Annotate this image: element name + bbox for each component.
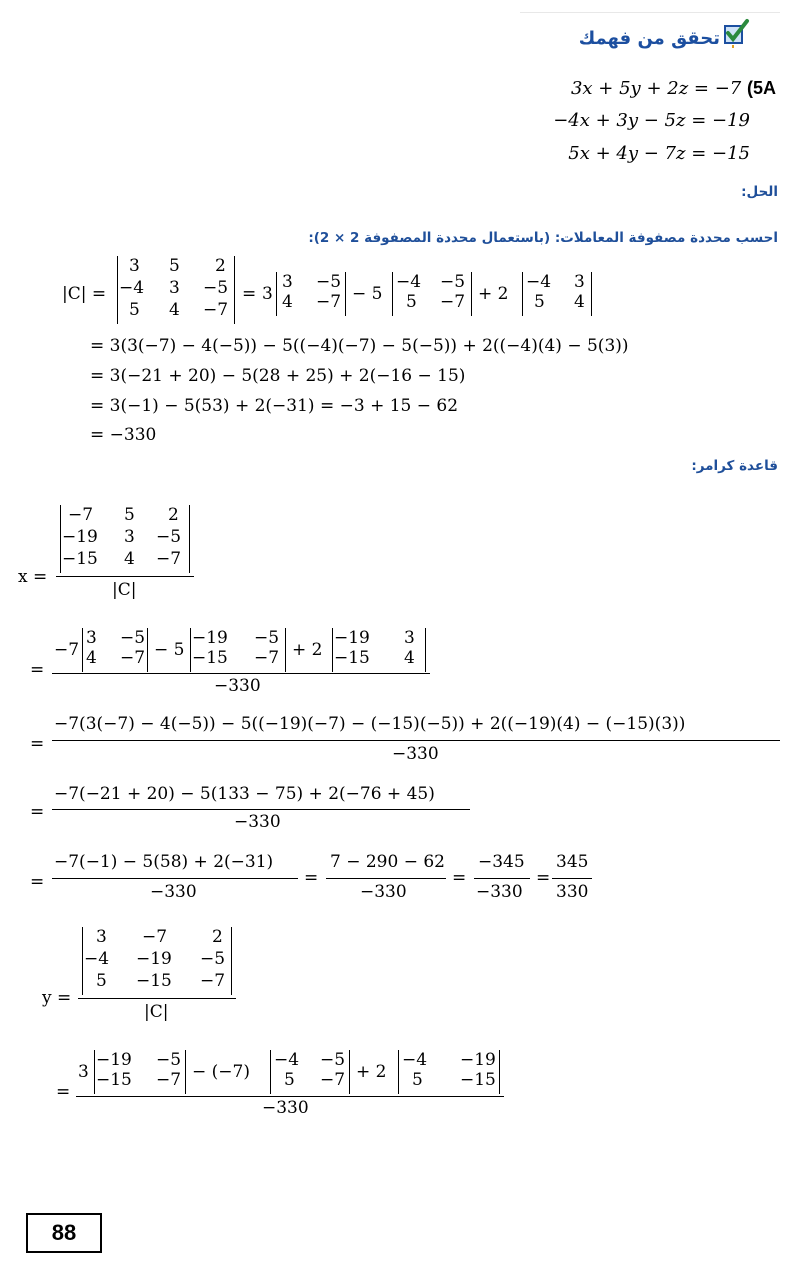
minor-cell: 4: [86, 648, 97, 668]
minor-2: [190, 628, 286, 672]
det-step-1: = 3(3(−7) − 4(−5)) − 5((−4)(−7) − 5(−5)) + 2((−4)(4) − 5(3)): [90, 336, 629, 356]
matrix-cell: 3: [129, 256, 140, 276]
matrix-cell: 2: [168, 505, 179, 525]
x-step3-numerator: −7(−21 + 20) − 5(133 − 75) + 2(−76 + 45): [54, 784, 435, 804]
minor-cell: 4: [282, 292, 293, 312]
minor-cell: −7: [120, 648, 146, 668]
matrix-cell: −19: [62, 527, 98, 547]
matrix-cell: 5: [169, 256, 180, 276]
matrix-cell: 4: [169, 300, 180, 320]
minor-cell: −5: [254, 628, 280, 648]
y-step1-denominator: −330: [262, 1098, 309, 1118]
equals-sign: =: [30, 734, 45, 754]
fraction-bar: [52, 809, 470, 810]
x-step1-numerator: [54, 628, 428, 674]
minor-cell: −5: [320, 1050, 346, 1070]
equals-sign: =: [56, 1082, 71, 1102]
coef-1: 3: [78, 1062, 89, 1082]
matrix-cell: 3: [169, 278, 180, 298]
cramer-heading: قاعدة كرامر:: [691, 458, 778, 474]
minor-cell: −15: [460, 1070, 496, 1090]
x-f4-den: 330: [556, 882, 589, 902]
x-f2-den: −330: [360, 882, 407, 902]
matrix-cell: 3: [96, 927, 107, 947]
y-step1-numerator: [78, 1050, 502, 1096]
y-lhs: y =: [42, 988, 72, 1008]
matrix-cell: −4: [84, 949, 110, 969]
fraction-bar: [78, 998, 236, 999]
minor-3: [522, 272, 592, 316]
matrix-cell: −15: [136, 971, 172, 991]
minor-cell: −19: [96, 1050, 132, 1070]
minor-cell: 5: [412, 1070, 423, 1090]
x-step2-denominator: −330: [392, 744, 439, 764]
fraction-bar: [56, 576, 194, 577]
minor-cell: 3: [574, 272, 585, 292]
minor-cell: 4: [404, 648, 415, 668]
matrix-cell: −5: [156, 527, 182, 547]
fraction-bar: [52, 673, 430, 674]
minor-cell: −19: [460, 1050, 496, 1070]
minor-cell: −5: [156, 1050, 182, 1070]
problem-label: (5A: [746, 78, 776, 98]
coef-1: −7: [54, 640, 80, 660]
x-step2-numerator: −7(3(−7) − 4(−5)) − 5((−19)(−7) − (−15)(−5)) + 2((−19)(4) − (−15)(3)): [54, 714, 686, 734]
matrix-cell: 5: [96, 971, 107, 991]
minor-cell: 5: [284, 1070, 295, 1090]
minor-cell: −15: [96, 1070, 132, 1090]
x-f4-num: 345: [556, 852, 589, 872]
minor-cell: −19: [192, 628, 228, 648]
matrix-cell: −7: [156, 549, 182, 569]
x-f3-num: −345: [478, 852, 525, 872]
matrix-c: [117, 256, 235, 324]
det-c-lhs: |C| =: [62, 284, 107, 304]
minor-cell: 3: [404, 628, 415, 648]
fraction-bar: [76, 1096, 504, 1097]
minor-1: [276, 272, 346, 316]
equals-sign: =: [304, 868, 319, 888]
x-f1-den: −330: [150, 882, 197, 902]
minor-cell: −7: [254, 648, 280, 668]
matrix-cell: 3: [124, 527, 135, 547]
fraction-bar: [52, 740, 780, 741]
x-lhs: x =: [18, 567, 48, 587]
minor-1: [94, 1050, 186, 1094]
matrix-cell: −7: [203, 300, 229, 320]
instruction-text: احسب محددة مصفوفة المعاملات:: [554, 230, 778, 246]
coef-1: 3: [262, 284, 273, 304]
minor-cell: 4: [574, 292, 585, 312]
minor-cell: −15: [192, 648, 228, 668]
coef-2: − (−7): [192, 1062, 250, 1082]
minor-cell: −4: [274, 1050, 300, 1070]
minor-cell: 3: [86, 628, 97, 648]
x-denominator: |C|: [112, 580, 137, 600]
matrix-cell: 4: [124, 549, 135, 569]
coef-3: + 2: [478, 284, 509, 304]
equation-text: 3x + 5y + 2z = −7: [570, 78, 742, 99]
page-number: 88: [26, 1213, 102, 1253]
coef-2: − 5: [352, 284, 383, 304]
minor-cell: 5: [534, 292, 545, 312]
matrix-cell: −7: [142, 927, 168, 947]
minor-cell: −4: [402, 1050, 428, 1070]
fraction-bar: [326, 878, 446, 879]
minor-2: [270, 1050, 350, 1094]
minor-cell: −7: [156, 1070, 182, 1090]
x-step3-denominator: −330: [234, 812, 281, 832]
equals-sign: =: [452, 868, 467, 888]
matrix-cell: 5: [124, 505, 135, 525]
equation-3: 5x + 4y − 7z = −15: [568, 143, 750, 164]
matrix-x: [60, 505, 190, 573]
equals-sign: =: [30, 660, 45, 680]
minor-1: [82, 628, 148, 672]
solution-heading: الحل:: [741, 184, 778, 200]
top-divider: [520, 12, 780, 13]
matrix-cell: 5: [129, 300, 140, 320]
minor-cell: −7: [316, 292, 342, 312]
minor-cell: −5: [440, 272, 466, 292]
section-heading: تحقق من فهمك: [578, 28, 720, 49]
minor-2: [392, 272, 472, 316]
fraction-bar: [552, 878, 592, 879]
equation-2: −4x + 3y − 5z = −19: [553, 110, 750, 131]
x-f2-num: 7 − 290 − 62: [330, 852, 445, 872]
minor-cell: −19: [334, 628, 370, 648]
minor-3: [332, 628, 426, 672]
matrix-cell: −7: [200, 971, 226, 991]
matrix-cell: 2: [215, 256, 226, 276]
checkbox-check-icon: [722, 18, 750, 48]
matrix-cell: 2: [212, 927, 223, 947]
equals-sign: =: [30, 872, 45, 892]
equals-sign: =: [536, 868, 551, 888]
matrix-cell: −4: [119, 278, 145, 298]
determinant-instruction: [308, 230, 778, 246]
minor-cell: −7: [440, 292, 466, 312]
minor-cell: −5: [120, 628, 146, 648]
det-step-4: = −330: [90, 425, 157, 445]
minor-cell: −5: [316, 272, 342, 292]
matrix-y: [82, 927, 232, 995]
minor-cell: −4: [396, 272, 422, 292]
equation-1: [571, 78, 776, 99]
equals-sign: =: [242, 284, 257, 304]
equals-sign: =: [30, 802, 45, 822]
matrix-cell: −5: [200, 949, 226, 969]
fraction-bar: [52, 878, 298, 879]
x-f1-num: −7(−1) − 5(58) + 2(−31): [54, 852, 274, 872]
minor-cell: 3: [282, 272, 293, 292]
minor-cell: 5: [406, 292, 417, 312]
instruction-note: (باستعمال محددة المصفوفة 2 × 2):: [308, 230, 551, 246]
coef-3: + 2: [356, 1062, 387, 1082]
det-step-3: = 3(−1) − 5(53) + 2(−31) = −3 + 15 − 62: [90, 396, 459, 416]
y-denominator: |C|: [144, 1002, 169, 1022]
minor-cell: −15: [334, 648, 370, 668]
matrix-cell: −19: [136, 949, 172, 969]
x-f3-den: −330: [476, 882, 523, 902]
matrix-cell: −5: [203, 278, 229, 298]
minor-cell: −4: [526, 272, 552, 292]
fraction-bar: [474, 878, 530, 879]
minor-3: [398, 1050, 500, 1094]
matrix-cell: −7: [68, 505, 94, 525]
coef-2: − 5: [154, 640, 185, 660]
coef-3: + 2: [292, 640, 323, 660]
det-step-2: = 3(−21 + 20) − 5(28 + 25) + 2(−16 − 15): [90, 366, 466, 386]
x-step1-denominator: −330: [214, 676, 261, 696]
matrix-cell: −15: [62, 549, 98, 569]
minor-cell: −7: [320, 1070, 346, 1090]
